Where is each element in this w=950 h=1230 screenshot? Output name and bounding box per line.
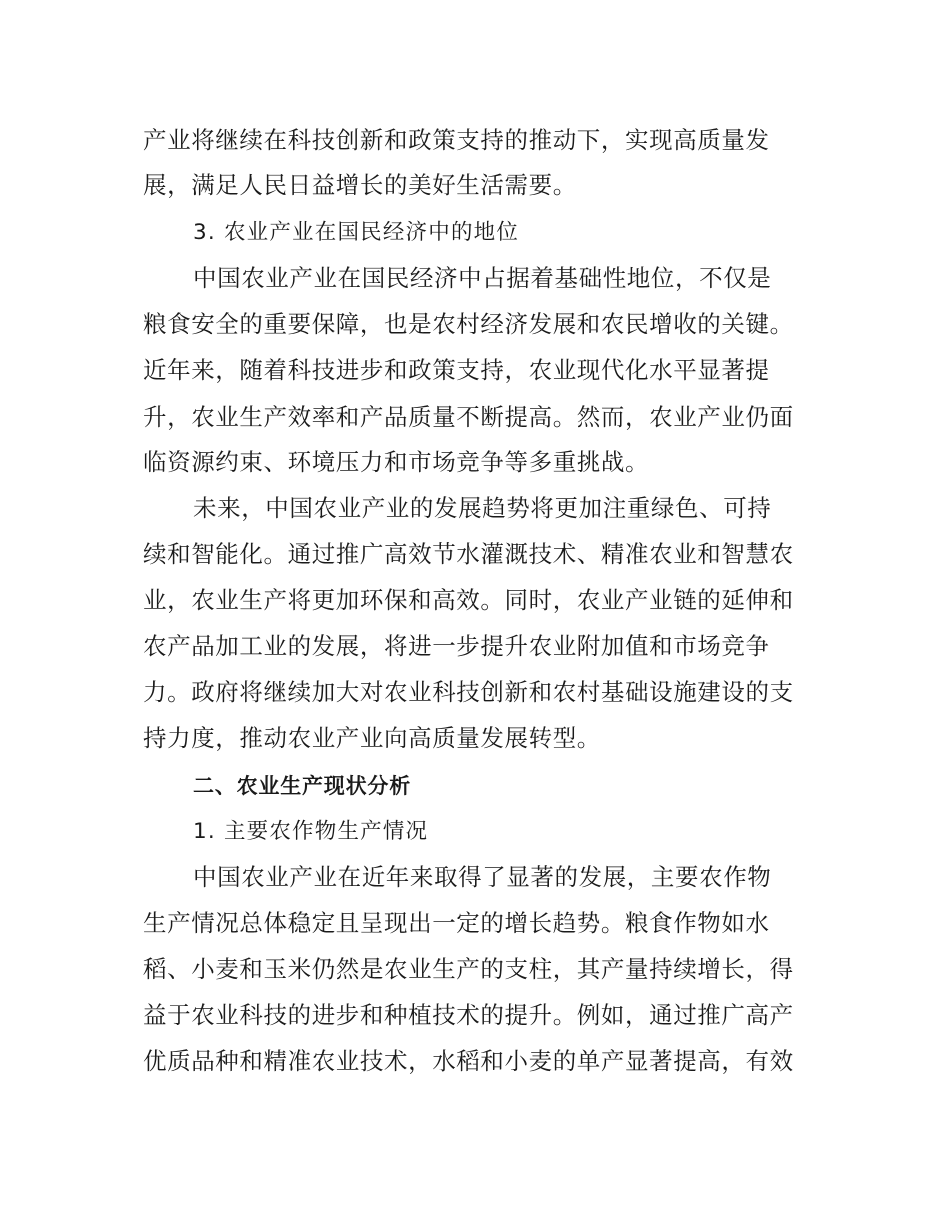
body-text-line: 临资源约束、环境压力和市场竞争等多重挑战。	[143, 448, 650, 476]
body-text-line: 稻、小麦和玉米仍然是农业生产的支柱，其产量持续增长，得	[143, 955, 794, 983]
body-text-line: 中国农业产业在国民经济中占据着基础性地位，不仅是	[193, 264, 772, 292]
section-heading: 二、农业生产现状分析	[193, 774, 411, 798]
body-text-line: 力。政府将继续加大对农业科技创新和农村基础设施建设的支	[143, 678, 794, 706]
body-text-line: 升，农业生产效率和产品质量不断提高。然而，农业产业仍面	[143, 403, 794, 431]
body-text-line: 优质品种和精准农业技术，水稻和小麦的单产显著提高，有效	[143, 1047, 794, 1075]
body-text-line: 中国农业产业在近年来取得了显著的发展，主要农作物	[193, 863, 772, 891]
body-text-line: 展，满足人民日益增长的美好生活需要。	[143, 171, 577, 199]
body-text-line: 产业将继续在科技创新和政策支持的推动下，实现高质量发	[143, 126, 770, 154]
body-text-line: 益于农业科技的进步和种植技术的提升。例如，通过推广高产	[143, 1001, 794, 1029]
body-text-line: 持力度，推动农业产业向高质量发展转型。	[143, 724, 601, 752]
body-text-line: 业，农业生产将更加环保和高效。同时，农业产业链的延伸和	[143, 586, 794, 614]
body-text-line: 生产情况总体稳定且呈现出一定的增长趋势。粮食作物如水	[143, 909, 770, 937]
body-text-line: 续和智能化。通过推广高效节水灌溉技术、精准农业和智慧农	[143, 540, 794, 568]
body-text-line: 近年来，随着科技进步和政策支持，农业现代化水平显著提	[143, 356, 770, 384]
body-text-line: 未来，中国农业产业的发展趋势将更加注重绿色、可持	[193, 494, 772, 522]
body-text-line: 粮食安全的重要保障，也是农村经济发展和农民增收的关键。	[143, 310, 794, 338]
section-subheading: 3. 农业产业在国民经济中的地位	[193, 220, 520, 245]
section-subheading: 1. 主要农作物生产情况	[193, 819, 429, 844]
body-text-line: 农产品加工业的发展，将进一步提升农业附加值和市场竞争	[143, 632, 770, 660]
